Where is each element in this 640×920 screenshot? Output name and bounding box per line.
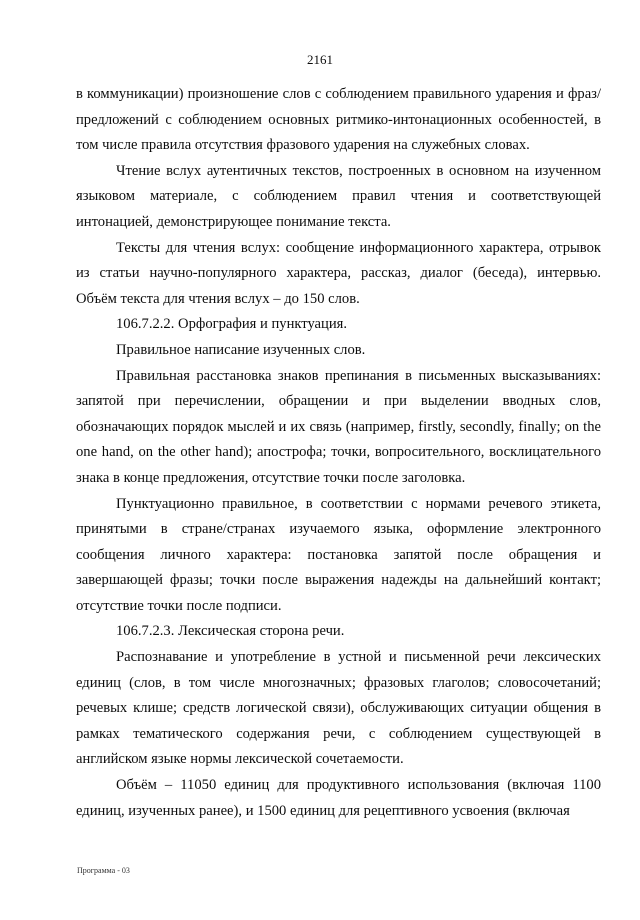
section-heading-lexical: 106.7.2.3. Лексическая сторона речи. — [116, 623, 345, 640]
paragraph-6: Правильная расстановка знаков препинания в письменных высказываниях: запятой при перечислении, обращении и при выделении вводных слов, обозначающих порядок мыслей и их связь (например, firstly, secondly, finally; on the one hand, on the other hand); апострофа; точки, вопросительного, восклицательного знака в конце предложения, отсутствие точки после заголовка. — [76, 367, 601, 486]
paragraph-2: Чтение вслух аутентичных текстов, построенных в основном на изученном языковом материале, с соблюдением правил чтения и соответствующей интонацией, демонстрирующее понимание текста. — [76, 162, 601, 230]
paragraph-5: Правильное написание изученных слов. — [116, 341, 366, 358]
paragraph-1: в коммуникации) произношение слов с соблюдением правильного ударения и фраз/предложений с соблюдением основных ритмико-интонационных особенностей, в том числе правила отсутствия фразового ударения на служебных словах. — [76, 86, 601, 154]
paragraph-3: Тексты для чтения вслух: сообщение информационного характера, отрывок из статьи научно-популярного характера, рассказ, диалог (беседа), интервью. Объём текста для чтения вслух – до 150 слов. — [76, 239, 601, 307]
document-body — [76, 82, 601, 824]
paragraph-10: Объём – 11050 единиц для продуктивного использования (включая 1100 единиц, изученных ранее), и 1500 единиц для рецептивного усвоения (включая — [76, 777, 601, 819]
paragraph-7: Пунктуационно правильное, в соответствии с нормами речевого этикета, принятыми в стране/странах изучаемого языка, оформление электронного сообщения личного характера: постановка запятой после обращения и завершающей фразы; точки после выражения надежды на дальнейший контакт; отсутствие точки после подписи. — [76, 495, 601, 614]
footer-label: Программа - 03 — [77, 866, 130, 875]
paragraph-9: Распознавание и употребление в устной и письменной речи лексических единиц (слов, в том числе многозначных; фразовых глаголов; словосочетаний; речевых клише; средств логической связи), обслуживающих ситуации общения в рамках тематического содержания речи, с соблюдением существующей в английском языке нормы лексической сочетаемости. — [76, 649, 601, 768]
section-heading-orthography: 106.7.2.2. Орфография и пунктуация. — [116, 316, 348, 333]
page-number: 2161 — [307, 52, 333, 67]
